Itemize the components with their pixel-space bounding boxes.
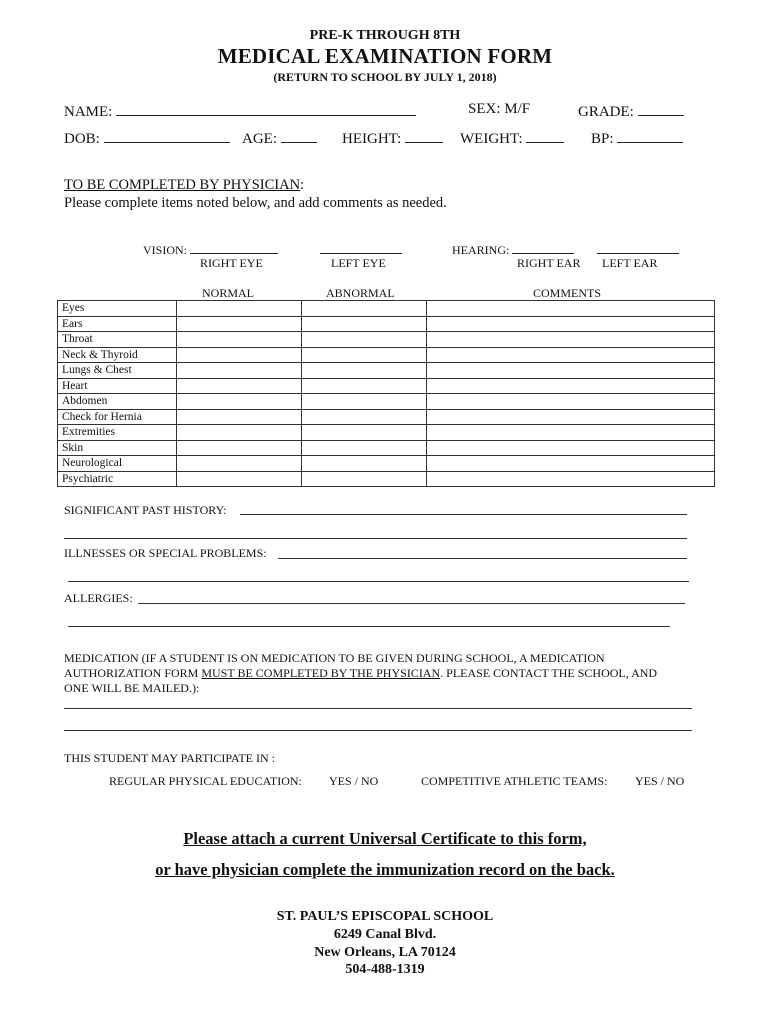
age-field xyxy=(242,128,317,148)
past-history-line-1[interactable] xyxy=(240,514,687,515)
certificate-notice: Please attach a current Universal Certificate to this form, xyxy=(183,829,587,848)
table-row xyxy=(58,363,715,379)
grade-range: PRE-K THROUGH 8TH xyxy=(309,28,461,43)
abnormal-cell[interactable] xyxy=(302,347,427,363)
comments-cell[interactable] xyxy=(427,440,715,456)
hearing-label: HEARING: xyxy=(452,243,510,257)
past-history-line-2[interactable] xyxy=(64,538,687,539)
normal-cell[interactable] xyxy=(177,316,302,332)
vision-label: VISION: xyxy=(143,243,187,257)
exam-item-label: Lungs & Chest xyxy=(58,363,177,379)
bp-label: BP: xyxy=(591,131,614,147)
exam-item-label: Check for Hernia xyxy=(58,409,177,425)
exam-item-label: Abdomen xyxy=(58,394,177,410)
return-note: (RETURN TO SCHOOL BY JULY 1, 2018) xyxy=(273,70,497,84)
vision-left-line[interactable] xyxy=(320,241,402,254)
physician-heading-colon: : xyxy=(300,177,305,193)
regular-pe-options[interactable]: YES / NO xyxy=(329,774,379,788)
abnormal-cell[interactable] xyxy=(302,316,427,332)
weight-label: WEIGHT: xyxy=(460,131,523,147)
left-ear-label: LEFT EAR xyxy=(602,256,658,270)
physician-instructions: Please complete items noted below, and add comments as needed. xyxy=(64,195,447,211)
allergies-line-1[interactable] xyxy=(138,603,685,604)
exam-item-label: Eyes xyxy=(58,301,177,317)
comments-cell[interactable] xyxy=(427,456,715,472)
abnormal-cell[interactable] xyxy=(302,378,427,394)
abnormal-cell[interactable] xyxy=(302,471,427,487)
comments-cell[interactable] xyxy=(427,301,715,317)
exam-item-label: Neck & Thyroid xyxy=(58,347,177,363)
medication-line-2-pre: AUTHORIZATION FORM xyxy=(64,666,202,680)
table-row xyxy=(58,301,715,317)
school-city: New Orleans, LA 70124 xyxy=(314,945,456,960)
comments-cell[interactable] xyxy=(427,363,715,379)
illnesses-line-2[interactable] xyxy=(68,581,689,582)
left-eye-label: LEFT EYE xyxy=(331,256,386,270)
normal-cell[interactable] xyxy=(177,456,302,472)
column-header-abnormal: ABNORMAL xyxy=(326,286,395,300)
grade-label: GRADE: xyxy=(578,104,634,120)
hearing-left-line[interactable] xyxy=(597,241,679,254)
school-name: ST. PAUL’S EPISCOPAL SCHOOL xyxy=(276,909,494,924)
illnesses-line-1[interactable] xyxy=(278,558,687,559)
table-row xyxy=(58,378,715,394)
height-line[interactable] xyxy=(405,128,443,143)
exam-item-label: Neurological xyxy=(58,456,177,472)
age-line[interactable] xyxy=(281,128,317,143)
allergies-label: ALLERGIES: xyxy=(64,591,133,605)
comments-cell[interactable] xyxy=(427,347,715,363)
normal-cell[interactable] xyxy=(177,378,302,394)
regular-pe-label: REGULAR PHYSICAL EDUCATION: xyxy=(109,774,302,788)
physician-heading-text: TO BE COMPLETED BY PHYSICIAN xyxy=(64,177,301,193)
normal-cell[interactable] xyxy=(177,347,302,363)
abnormal-cell[interactable] xyxy=(302,332,427,348)
dob-label: DOB: xyxy=(64,131,100,147)
immunization-notice: or have physician complete the immunization record on the back. xyxy=(155,860,615,879)
name-label: NAME: xyxy=(64,104,113,120)
table-row xyxy=(58,409,715,425)
comments-cell[interactable] xyxy=(427,471,715,487)
table-row xyxy=(58,347,715,363)
grade-field xyxy=(578,101,684,121)
normal-cell[interactable] xyxy=(177,471,302,487)
comments-cell[interactable] xyxy=(427,409,715,425)
exam-item-label: Psychiatric xyxy=(58,471,177,487)
dob-line[interactable] xyxy=(104,128,230,143)
participation-heading: THIS STUDENT MAY PARTICIPATE IN : xyxy=(64,751,275,765)
vision-right-line[interactable] xyxy=(190,241,278,254)
exam-item-label: Heart xyxy=(58,378,177,394)
illnesses-label: ILLNESSES OR SPECIAL PROBLEMS: xyxy=(64,546,267,560)
abnormal-cell[interactable] xyxy=(302,425,427,441)
weight-line[interactable] xyxy=(526,128,564,143)
physician-heading xyxy=(64,177,304,194)
form-title: MEDICAL EXAMINATION FORM xyxy=(217,44,553,68)
weight-field xyxy=(460,128,564,148)
medication-line-2-post: . PLEASE CONTACT THE SCHOOL, AND xyxy=(440,666,658,680)
grade-line[interactable] xyxy=(638,101,684,116)
abnormal-cell[interactable] xyxy=(302,456,427,472)
table-row xyxy=(58,425,715,441)
medication-line-3: ONE WILL BE MAILED.): xyxy=(64,681,200,695)
right-eye-label: RIGHT EYE xyxy=(200,256,263,270)
medication-line-1: MEDICATION (IF A STUDENT IS ON MEDICATION TO BE GIVEN DURING SCHOOL, A MEDICATION xyxy=(64,651,605,665)
exam-item-label: Extremities xyxy=(58,425,177,441)
normal-cell[interactable] xyxy=(177,363,302,379)
normal-cell[interactable] xyxy=(177,409,302,425)
medication-line-2 xyxy=(64,666,657,681)
table-row xyxy=(58,456,715,472)
table-row xyxy=(58,440,715,456)
medication-line-2-underlined: MUST BE COMPLETED BY THE PHYSICIAN xyxy=(201,666,441,680)
right-ear-label: RIGHT EAR xyxy=(517,256,581,270)
comments-cell[interactable] xyxy=(427,378,715,394)
column-header-comments: COMMENTS xyxy=(533,286,602,300)
exam-item-label: Throat xyxy=(58,332,177,348)
comments-cell[interactable] xyxy=(427,316,715,332)
school-street: 6249 Canal Blvd. xyxy=(333,927,437,942)
athletic-teams-options[interactable]: YES / NO xyxy=(635,774,685,788)
abnormal-cell[interactable] xyxy=(302,301,427,317)
medication-line-field-1[interactable] xyxy=(64,708,692,709)
column-header-normal: NORMAL xyxy=(202,286,255,300)
abnormal-cell[interactable] xyxy=(302,394,427,410)
abnormal-cell[interactable] xyxy=(302,363,427,379)
table-row xyxy=(58,332,715,348)
normal-cell[interactable] xyxy=(177,425,302,441)
sex-label: SEX: M/F xyxy=(468,101,531,117)
school-phone: 504-488-1319 xyxy=(345,962,425,977)
name-field xyxy=(64,101,416,121)
normal-cell[interactable] xyxy=(177,394,302,410)
age-label: AGE: xyxy=(242,131,277,147)
medication-line-field-2[interactable] xyxy=(64,730,692,731)
exam-table xyxy=(57,300,715,487)
comments-cell[interactable] xyxy=(427,332,715,348)
height-field xyxy=(342,128,443,148)
athletic-teams-label: COMPETITIVE ATHLETIC TEAMS: xyxy=(421,774,608,788)
bp-field xyxy=(591,128,683,148)
allergies-line-2[interactable] xyxy=(68,626,670,627)
normal-cell[interactable] xyxy=(177,440,302,456)
comments-cell[interactable] xyxy=(427,394,715,410)
dob-field xyxy=(64,128,230,148)
table-row xyxy=(58,316,715,332)
table-row xyxy=(58,394,715,410)
normal-cell[interactable] xyxy=(177,301,302,317)
comments-cell[interactable] xyxy=(427,425,715,441)
hearing-right-line[interactable] xyxy=(512,241,574,254)
normal-cell[interactable] xyxy=(177,332,302,348)
abnormal-cell[interactable] xyxy=(302,409,427,425)
past-history-label: SIGNIFICANT PAST HISTORY: xyxy=(64,503,227,517)
exam-item-label: Ears xyxy=(58,316,177,332)
abnormal-cell[interactable] xyxy=(302,440,427,456)
height-label: HEIGHT: xyxy=(342,131,402,147)
exam-item-label: Skin xyxy=(58,440,177,456)
table-row xyxy=(58,471,715,487)
name-line[interactable] xyxy=(116,101,416,116)
bp-line[interactable] xyxy=(617,128,683,143)
